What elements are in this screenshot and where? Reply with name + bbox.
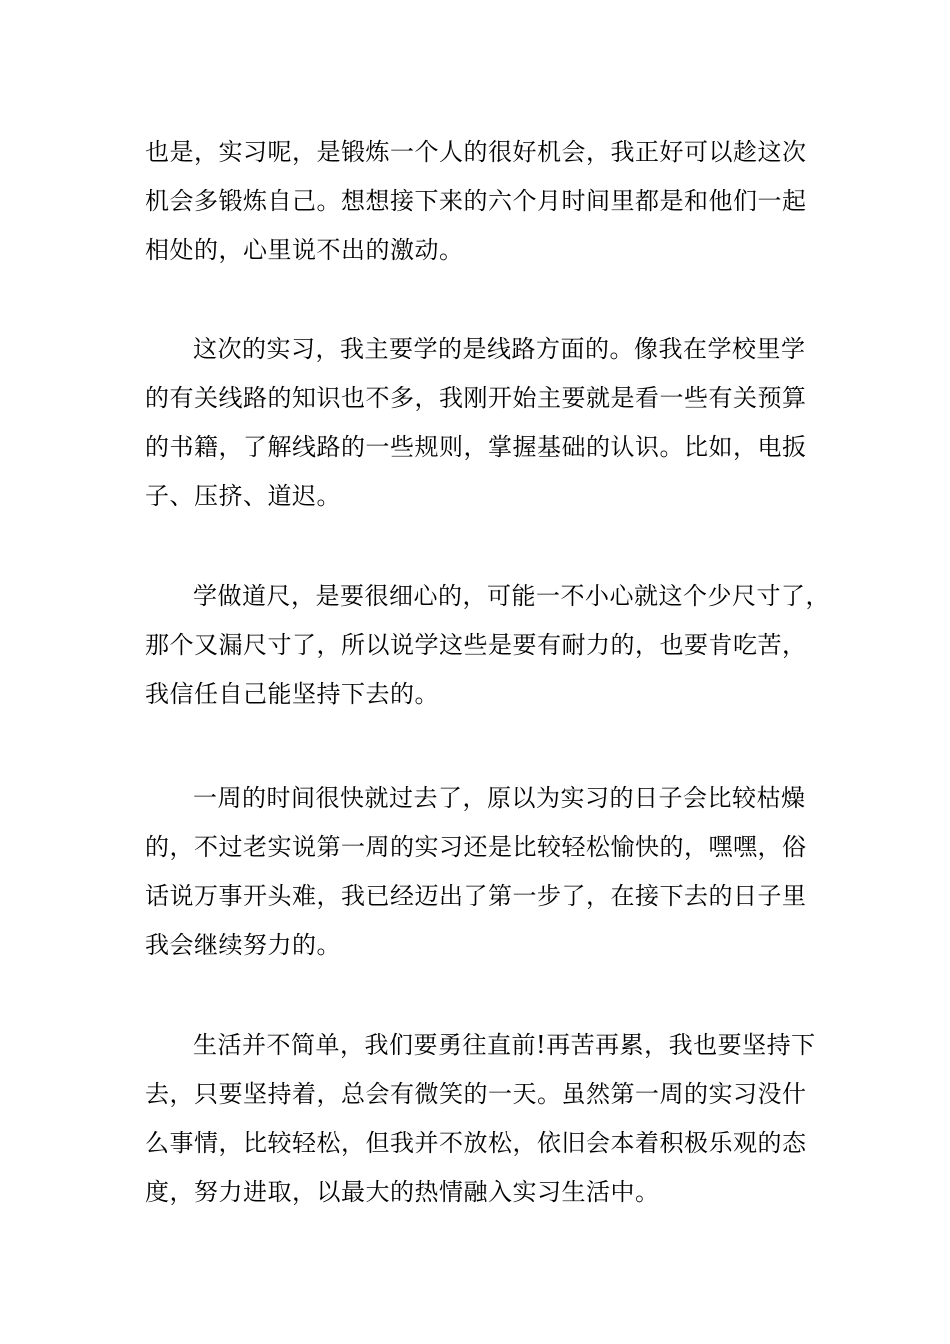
paragraph-line: 一周的时间很快就过去了，原以为实习的日子会比较枯燥 [193, 784, 806, 812]
paragraph-line: 那个又漏尺寸了，所以说学这些是要有耐力的，也要肯吃苦， [145, 631, 807, 659]
paragraph-line: 学做道尺，是要很细心的，可能一不小心就这个少尺寸了， [193, 582, 830, 610]
paragraph-4 [145, 774, 815, 970]
paragraph-line: 的，不过老实说第一周的实习还是比较轻松愉快的，嘿嘿，俗 [145, 833, 807, 861]
paragraph-1 [145, 128, 815, 275]
paragraph-line: 去，只要坚持着，总会有微笑的一天。虽然第一周的实习没什 [145, 1080, 807, 1108]
paragraph-line: 我信任自己能坚持下去的。 [145, 680, 439, 708]
paragraph-line: 子、压挤、道迟。 [145, 482, 341, 510]
paragraph-2 [145, 325, 815, 521]
paragraph-3 [145, 572, 830, 719]
paragraph-line: 也是，实习呢，是锻炼一个人的很好机会，我正好可以趁这次 [145, 138, 807, 166]
paragraph-line: 的书籍，了解线路的一些规则，掌握基础的认识。比如，电扳 [145, 433, 807, 461]
paragraph-line: 么事情，比较轻松，但我并不放松，依旧会本着积极乐观的态 [145, 1129, 807, 1157]
paragraph-line: 相处的，心里说不出的激动。 [145, 236, 464, 264]
paragraph-line: 度，努力进取，以最大的热情融入实习生活中。 [145, 1178, 660, 1206]
paragraph-line: 的有关线路的知识也不多，我刚开始主要就是看一些有关预算 [145, 384, 807, 412]
paragraph-line: 这次的实习，我主要学的是线路方面的。像我在学校里学 [193, 335, 806, 363]
paragraph-5 [145, 1021, 815, 1217]
paragraph-line: 话说万事开头难，我已经迈出了第一步了，在接下去的日子里 [145, 882, 807, 910]
paragraph-line: 机会多锻炼自己。想想接下来的六个月时间里都是和他们一起 [145, 187, 807, 215]
paragraph-line: 生活并不简单，我们要勇往直前!再苦再累，我也要坚持下 [193, 1031, 816, 1059]
paragraph-line: 我会继续努力的。 [145, 931, 341, 959]
